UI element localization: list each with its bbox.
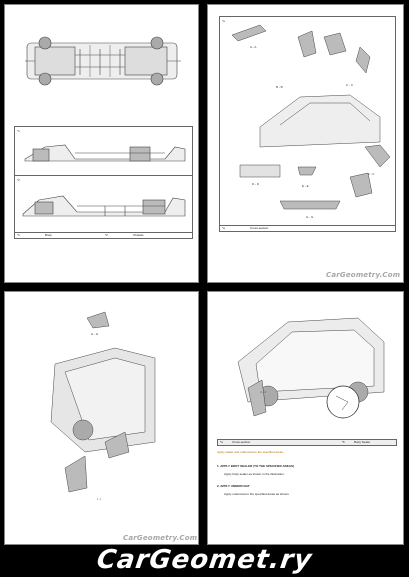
rear-body-diagram: [5, 292, 199, 522]
figure-label: *2: [17, 178, 20, 182]
manual-page-3: [4, 291, 199, 545]
section-label: B - B: [276, 85, 283, 89]
body-sections-diagram: [220, 17, 395, 225]
step-2: 2. APPLY UNDERCOAT: [217, 484, 250, 488]
legend-table: *a Cross-section: [219, 225, 396, 232]
step-2-note: Apply undercoat to the specified areas as shown.: [224, 492, 290, 496]
figure-box-main: [219, 16, 396, 226]
section-label: C - C: [346, 83, 353, 87]
section-label: J - J: [260, 390, 266, 394]
manual-page-2: [207, 4, 404, 283]
section-label: I - I: [97, 497, 102, 501]
section-label: A - A: [250, 45, 257, 49]
step-1: 1. APPLY BODY SEALER (TO THE SPECIFIED AREAS): [217, 464, 295, 468]
chassis-side-diagram: [15, 176, 192, 232]
legend-table: *a Cross-section *b Body Sealer: [217, 439, 397, 446]
site-watermark: CarGeometry.Com: [326, 271, 401, 279]
figure-box-2: [14, 175, 193, 233]
body-side-diagram: [15, 127, 192, 175]
legend-table: *1 Body *2 Chassis: [14, 232, 193, 239]
section-label: F - F: [368, 172, 375, 176]
body-sealer-diagram: [208, 292, 404, 437]
manual-page-4: [207, 291, 404, 545]
figure-box-1: [14, 126, 193, 176]
section-label: G - G: [306, 215, 314, 219]
figure-label: *1: [17, 129, 20, 133]
site-watermark-large: CarGeomet.ry: [94, 545, 315, 575]
manual-page-1: [4, 4, 199, 283]
step-1-note: Apply body sealer as shown in the illustration.: [224, 472, 285, 476]
underbody-diagram: [5, 5, 199, 125]
notice-text: Apply sealer and undercoat to the specified areas.: [217, 450, 284, 454]
site-watermark: CarGeometry.Com: [123, 534, 198, 542]
section-label: D - D: [252, 182, 259, 186]
section-label: E - E: [302, 184, 309, 188]
figure-label: *a: [222, 19, 225, 23]
section-label: H - H: [91, 332, 98, 336]
